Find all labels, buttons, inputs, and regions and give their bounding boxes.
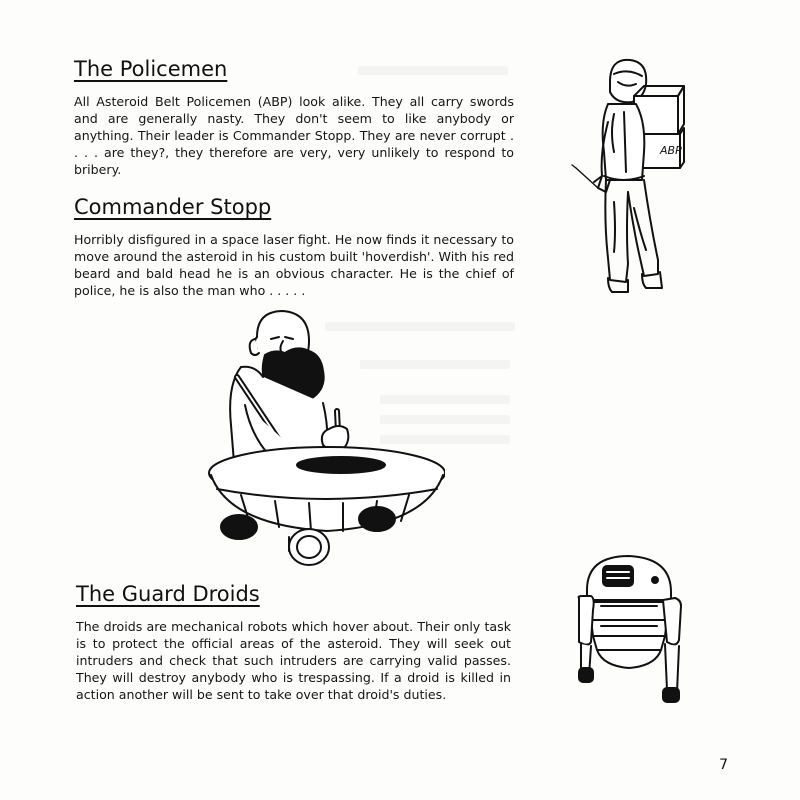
- guard-droid-illustration: [575, 550, 685, 710]
- bleed-through-mark: [358, 66, 508, 75]
- section-heading-policemen: The Policemen: [74, 57, 228, 81]
- section-body-commander-stopp: Horribly disfigured in a space laser fight. He now finds it necessary to move around the asteroid in his custom built 'hoverdish'. With his red beard and bald head he is an obvious character. He is the chief of police, he is also the man who . . . . .: [74, 232, 514, 298]
- page-number: 7: [719, 757, 728, 773]
- backpack-label: ABP: [660, 144, 682, 157]
- policeman-illustration: [570, 52, 690, 302]
- section-body-guard-droids: The droids are mechanical robots which hover about. Their only task is to protect the official areas of the asteroid. They will seek out intruders and check that such intruders are carrying valid passes. They will destroy anybody who is trespassing. If a droid is killed in action another will be sent to take over that droid's duties.: [76, 619, 511, 702]
- section-body-policemen: All Asteroid Belt Policemen (ABP) look alike. They all carry swords and are generally nasty. They don't seem to like anybody or anything. Their leader is Commander Stopp. They are never corrupt . . . . are they?, they therefore are very, very unlikely to respond to bribery.: [74, 94, 514, 177]
- section-heading-commander-stopp: Commander Stopp: [74, 195, 272, 219]
- section-heading-guard-droids: The Guard Droids: [76, 582, 260, 606]
- commander-stopp-illustration: [205, 305, 445, 570]
